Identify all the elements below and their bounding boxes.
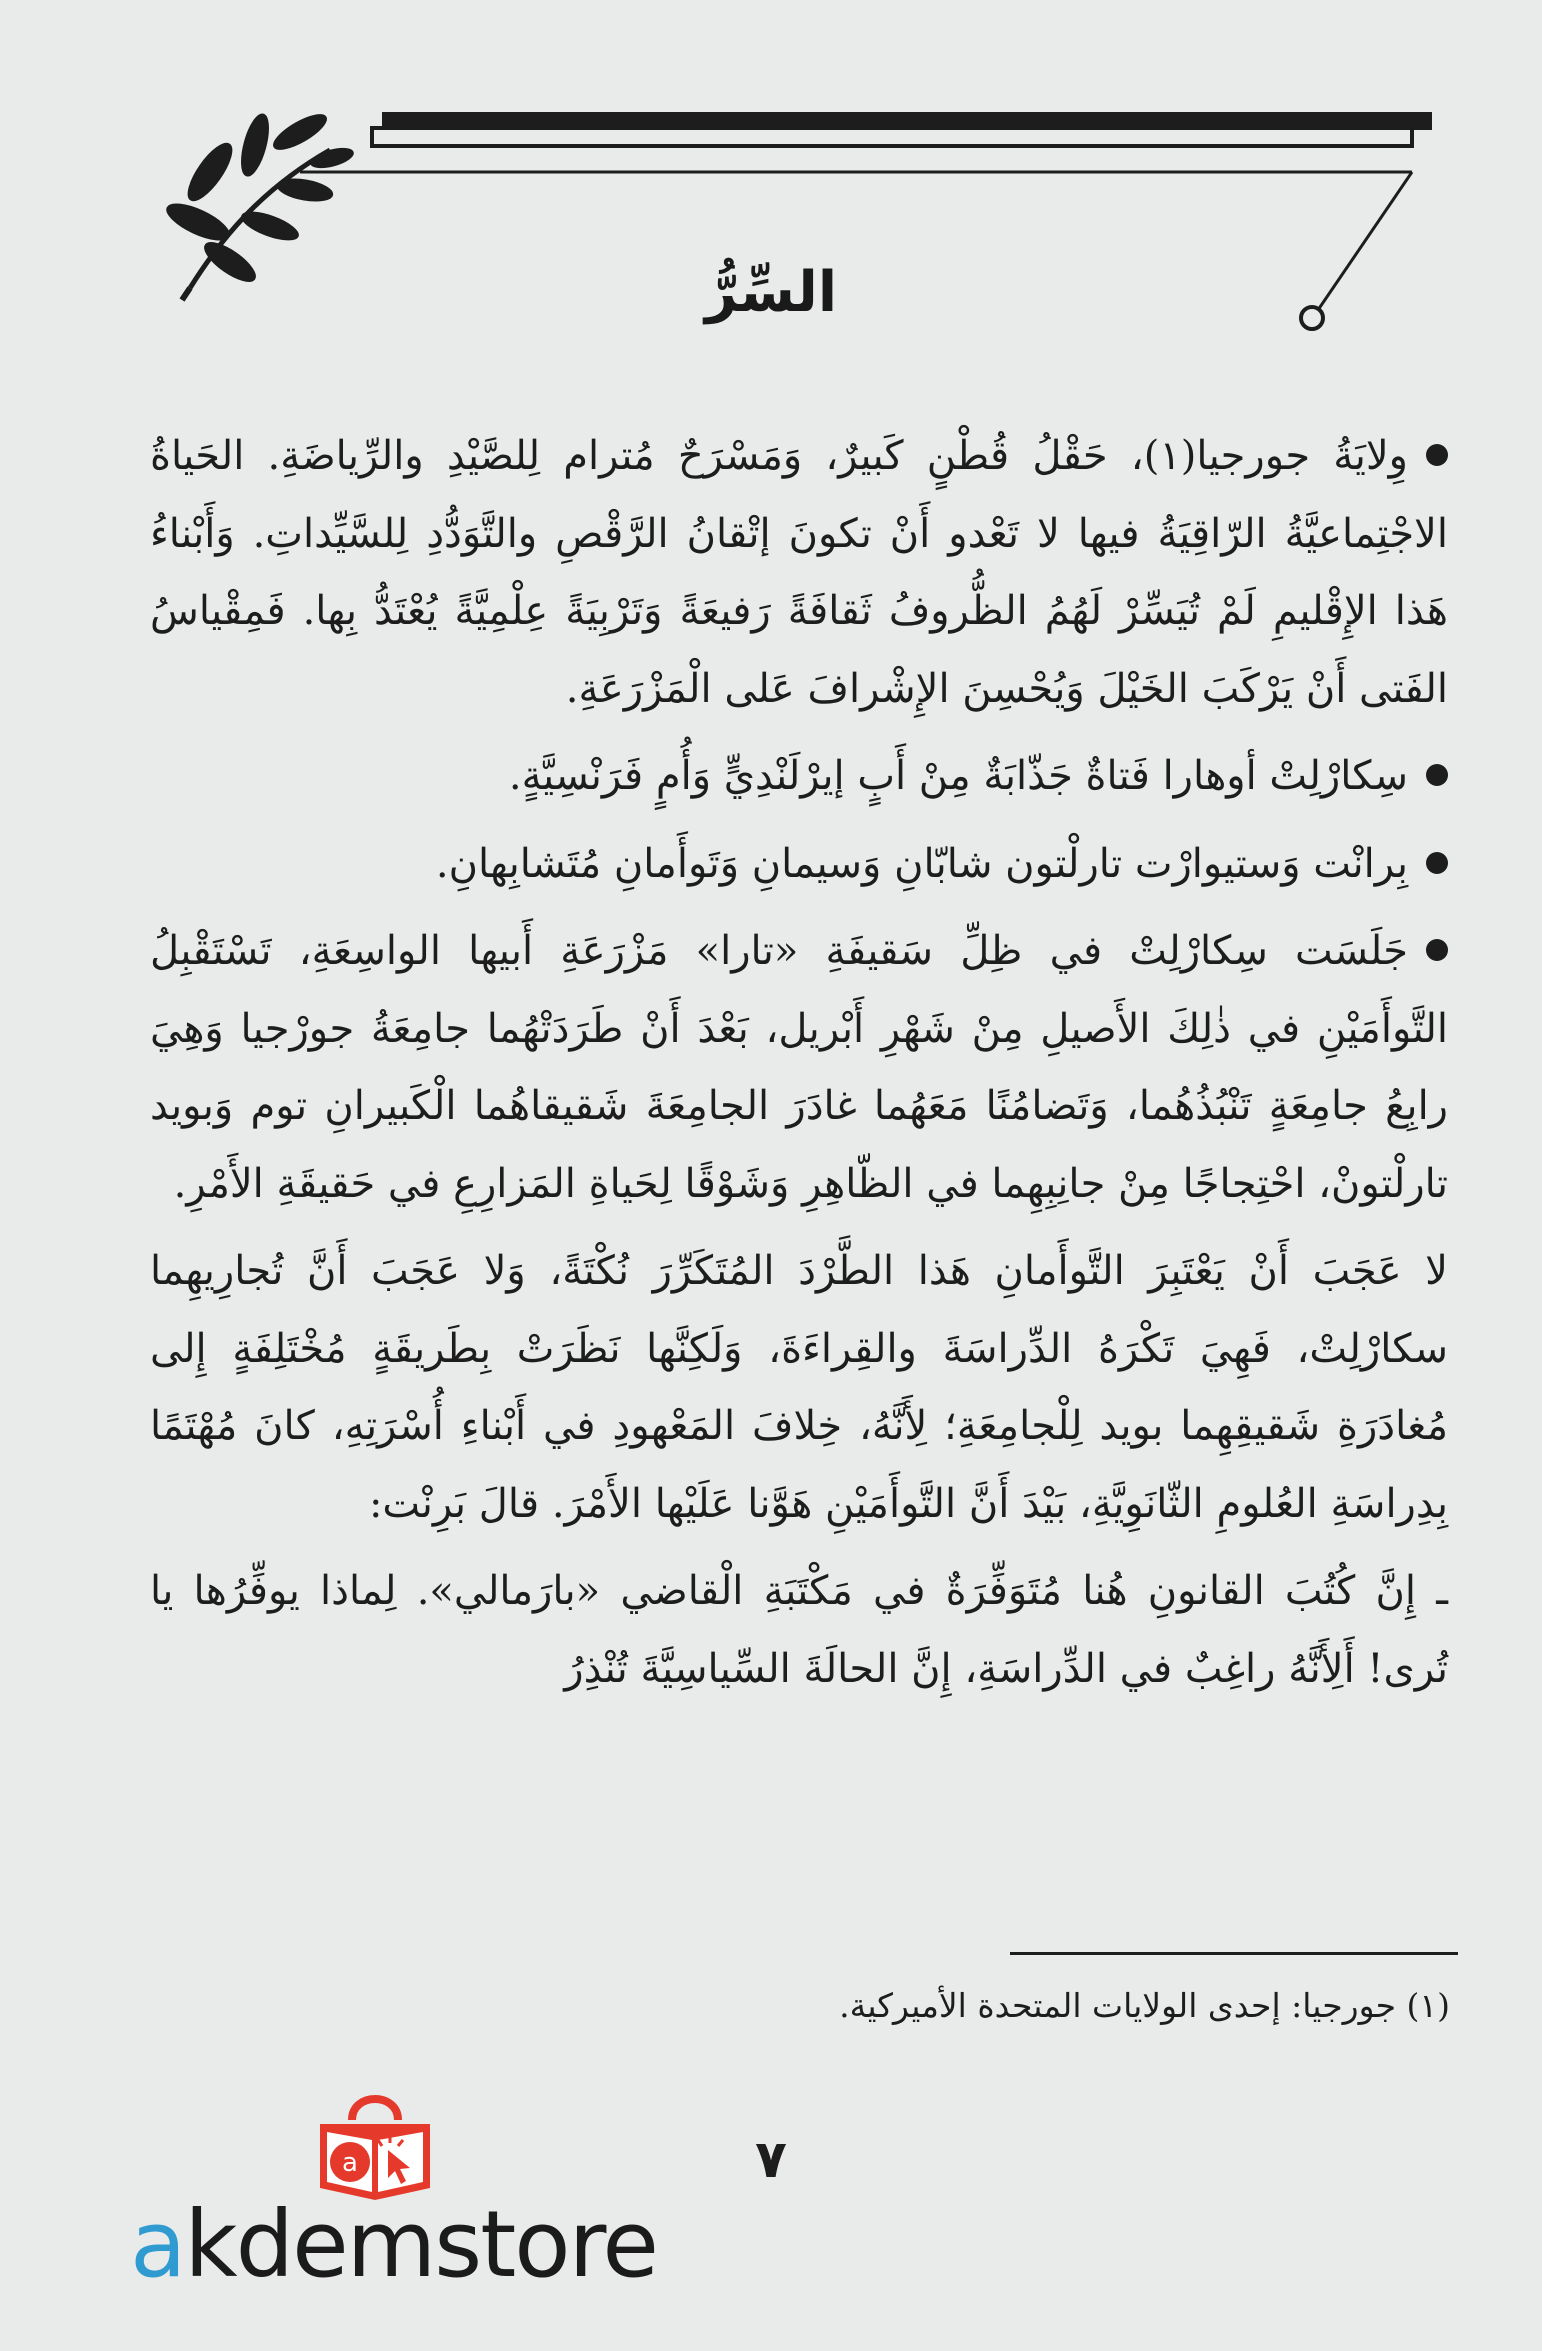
- bullet-icon: [1426, 444, 1448, 466]
- page-number: ٧: [755, 2130, 787, 2190]
- store-logo-wordmark: [130, 2191, 657, 2298]
- paragraph-4: [150, 913, 1448, 1223]
- paragraph-text: جَلَسَت سِكارْلِتْ في ظِلِّ سَقيفَةِ «تارا» مَزْرَعَةِ أَبيها الواسِعَةِ، تَسْتَقْبِلُ التَّوأَمَيْنِ في ذٰلِكَ الأَصيلِ مِنْ شَهْرِ أَبْريل، بَعْدَ أَنْ طَرَدَتْهُما جامِعَةُ جورْجيا وَهِيَ رابِعُ جامِعَةٍ تَنْبُذُهُما، وَتَضامُنًا مَعَهُما غادَرَ الجامِعَةَ شَقيقاهُما الْكَبيرانِ توم وَبويد تارلْتونْ، احْتِجاجًا مِنْ جانِبِهِما في الظّاهِرِ وَشَوْقًا لِحَياةِ المَزارِعِ في حَقيقَةِ الأَمْرِ.: [150, 928, 1448, 1207]
- paragraph-text: سِكارْلِتْ أوهارا فَتاةٌ جَذّابَةٌ مِنْ أَبٍ إيرْلَنْدِيٍّ وَأُمٍ فَرَنْسِيَّةٍ.: [508, 753, 1408, 799]
- logo-badge-letter: a: [342, 2148, 358, 2178]
- paragraph-text: وِلايَةُ جورجيا(١)، حَقْلُ قُطْنٍ كَبيرٌ، وَمَسْرَحٌ مُترام لِلصَّيْدِ والرِّياضَةِ. الحَياةُ الاجْتِماعيَّةُ الرّاقِيَةُ فيها لا تَعْدو أَنْ تكونَ إتْقانُ الرَّقْصِ والتَّوَدُّدِ لِلسَّيِّداتِ. وَأَبْناءُ هَذا الإِقْليمِ لَمْ تُيَسِّرْ لَهُمُ الظُّروفُ ثَقافَةً رَفيعَةً وَتَرْبِيَةً عِلْمِيَّةً يُعْتَدُّ بِها. فَمِقْياسُ الفَتى أَنْ يَرْكَبَ الخَيْلَ وَيُحْسِنَ الإِشْرافَ عَلى الْمَزْرَعَةِ.: [150, 433, 1448, 712]
- chapter-title: السِّرُّ: [704, 260, 838, 325]
- paragraph-6: [150, 1553, 1448, 1708]
- paragraph-2: [150, 738, 1448, 816]
- footnote: (١) جورجيا: إحدى الولايات المتحدة الأميركية.: [839, 1986, 1450, 2025]
- paragraph-text: لا عَجَبَ أَنْ يَعْتَبِرَ التَّوأَمانِ هَذا الطَّرْدَ المُتَكَرِّرَ نُكْتَةً، وَلا عَجَبَ أَنَّ تُجارِيهِما سكارْلِتْ، فَهِيَ تَكْرَهُ الدِّراسَةَ والقِراءَةَ، وَلَكِنَّها نَظَرَتْ بِطَريقَةٍ مُخْتَلِفَةٍ إِلى مُغادَرَةِ شَقيقِهِما بويد لِلْجامِعَةِ؛ لِأَنَّهُ، خِلافَ المَعْهودِ في أَبْناءِ أُسْرَتِهِ، كانَ مُهْتَمًا بِدِراسَةِ العُلومِ الثّانَوِيَّةِ، بَيْدَ أَنَّ التَّوأَمَيْنِ هَوَّنا عَلَيْها الأَمْرَ. قالَ بَرِنْت:: [150, 1248, 1448, 1527]
- chapter-body: [150, 418, 1448, 1708]
- paragraph-text: ـ إِنَّ كُتُبَ القانونِ هُنا مُتَوَفِّرَةٌ في مَكْتَبَةِ الْقاضي «بارَمالي». لِماذا يوفِّرُها يا تُرى! أَلِأَنَّهُ راغِبٌ في الدِّراسَةِ، إِنَّ الحالَةَ السِّياسِيَّةَ تُنْذِرُ: [150, 1568, 1448, 1692]
- logo-brand-rest: kdemstore: [184, 2191, 657, 2298]
- bullet-icon: [1426, 852, 1448, 874]
- paragraph-3: [150, 826, 1448, 904]
- paragraph-text: بِرانْت وَستيوارْت تارلْتون شابّانِ وَسيمانِ وَتَوأَمانِ مُتَشابِهانِ.: [435, 840, 1408, 887]
- paragraph-5: [150, 1233, 1448, 1543]
- logo-brand-a: a: [130, 2191, 185, 2298]
- footnote-divider: [1010, 1952, 1458, 1955]
- shopping-bag-book-icon: [320, 2099, 430, 2200]
- bullet-icon: [1426, 764, 1448, 786]
- header-thin-rule: [372, 128, 1412, 146]
- paragraph-1: [150, 418, 1448, 728]
- bullet-icon: [1426, 939, 1448, 961]
